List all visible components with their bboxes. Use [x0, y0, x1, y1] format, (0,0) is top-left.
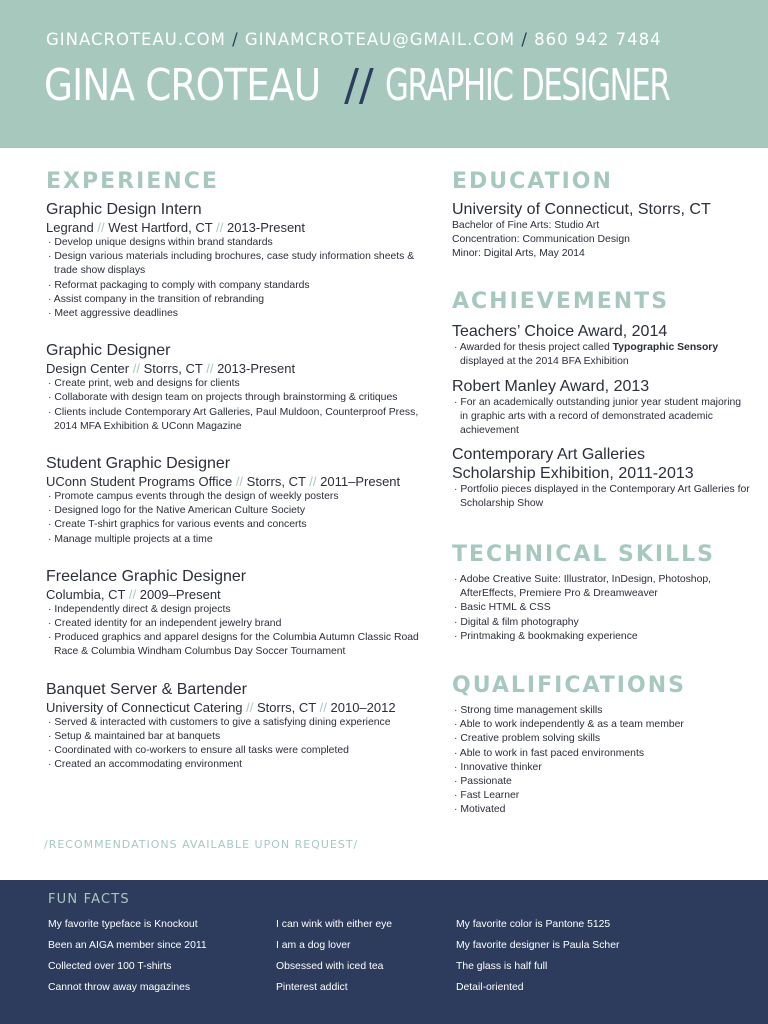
details-separator: //: [206, 361, 214, 377]
award-title: [452, 445, 752, 483]
job-dates: 2009–Present: [139, 586, 221, 602]
details-separator: //: [246, 699, 254, 715]
job-details: [46, 360, 426, 377]
fun-fact: My favorite designer is Paula Scher: [456, 940, 620, 951]
job-org: UConn Student Programs Office: [46, 474, 233, 490]
role-heading: GRAPHIC DESIGNER: [384, 60, 670, 111]
job-title: Graphic Design Intern: [46, 201, 202, 218]
job-dates: 2013-Present: [226, 220, 306, 235]
job-title: Banquet Server & Bartender: [46, 680, 248, 698]
job-dates: 2010–2012: [330, 699, 396, 715]
title-divider: //: [344, 60, 374, 111]
list-item: · Created an accommodating environment: [46, 758, 426, 772]
list-item: · Clients include Contemporary Art Galleries, Paul Muldoon, Counterproof Press, 2014 MFA Exhibition & UConn Magazine: [46, 406, 426, 434]
list-item: · Meet aggressive deadlines: [46, 307, 426, 321]
fun-fact: Pinterest addict: [276, 982, 348, 993]
list-item: · Able to work in fast paced environments: [452, 747, 752, 761]
details-separator: //: [132, 361, 140, 377]
award-details: [452, 396, 752, 439]
recommendations-note: /RECOMMENDATIONS AVAILABLE UPON REQUEST/: [44, 838, 359, 851]
job-title: Graphic Designer: [46, 342, 171, 360]
fun-facts-column: [48, 918, 207, 1002]
job-title: Freelance Graphic Designer: [46, 567, 247, 585]
list-item: · Create T-shirt graphics for various events and concerts: [46, 518, 426, 532]
fun-fact: My favorite typeface is Knockout: [48, 919, 198, 930]
header-banner: [0, 0, 768, 148]
list-item: · Printmaking & bookmaking experience: [452, 630, 752, 644]
award-title: Teachers’ Choice Award, 2014: [452, 322, 668, 340]
list-item: · For an academically outstanding junior year student majoring in graphic arts with a record of demonstrated academic achievement: [452, 396, 752, 439]
right-column: [452, 168, 752, 818]
job-location: Storrs, CT: [246, 474, 306, 490]
school-name: University of Connecticut, Storrs, CT: [452, 201, 711, 218]
list-item: · Setup & maintained bar at banquets: [46, 730, 426, 744]
award-title-line: Contemporary Art Galleries: [452, 445, 645, 463]
project-name: Typographic Sensory: [612, 341, 719, 353]
job-entry: [46, 567, 426, 660]
list-item: · Strong time management skills: [452, 704, 752, 718]
concentration-line: Concentration: Communication Design: [452, 234, 630, 246]
contact-separator: /: [232, 30, 239, 49]
job-details: [46, 699, 426, 716]
left-column: [46, 168, 426, 772]
list-item: · Basic HTML & CSS: [452, 601, 752, 615]
fun-fact: Been an AIGA member since 2011: [48, 940, 207, 951]
details-separator: //: [319, 699, 327, 715]
award-title: Robert Manley Award, 2013: [452, 378, 650, 396]
job-entry: [46, 454, 426, 547]
minor-line: Minor: Digital Arts, May 2014: [452, 248, 585, 260]
job-org: Legrand: [46, 220, 94, 235]
list-item: · Adobe Creative Suite: Illustrator, InDesign, Photoshop, AfterEffects, Premiere Pro & Dreamweaver: [452, 573, 752, 601]
job-location: Storrs, CT: [257, 699, 317, 715]
job-location: West Hartford, CT: [108, 220, 213, 235]
phone-number: 860 942 7484: [534, 30, 662, 49]
experience-heading: EXPERIENCE: [46, 169, 219, 194]
page-title: [44, 60, 768, 111]
list-item: · Design various materials including brochures, case study information sheets & trade show displays: [46, 250, 426, 278]
fun-fact: Cannot throw away magazines: [48, 982, 191, 993]
award-text: displayed at the 2014 BFA Exhibition: [460, 355, 629, 367]
list-item: · Passionate: [452, 775, 752, 789]
details-separator: //: [216, 220, 224, 235]
job-bullets: [46, 377, 426, 434]
fun-facts-column: [456, 918, 619, 1002]
fun-fact: I am a dog lover: [276, 940, 351, 951]
details-separator: //: [97, 220, 105, 235]
list-item: · Created identity for an independent jewelry brand: [46, 617, 426, 631]
award-title-line: Scholarship Exhibition, 2011-2013: [452, 464, 694, 482]
fun-facts-column: [276, 918, 392, 1002]
job-location: Storrs, CT: [143, 361, 203, 377]
fun-facts-heading: FUN FACTS: [48, 892, 130, 907]
fun-fact: Collected over 100 T-shirts: [48, 961, 172, 972]
list-item: · Portfolio pieces displayed in the Contemporary Art Galleries for Scholarship Show: [452, 483, 752, 511]
job-dates: 2011–Present: [320, 474, 401, 490]
list-item: · Motivated: [452, 803, 752, 817]
list-item: · Coordinated with co-workers to ensure all tasks were completed: [46, 744, 426, 758]
degree-line: Bachelor of Fine Arts: Studio Art: [452, 220, 600, 231]
list-item: · Served & interacted with customers to give a satisfying dining experience: [46, 716, 426, 730]
job-details: [46, 473, 426, 490]
list-item: · Produced graphics and apparel designs for the Columbia Autumn Classic Road Race & Columbia Windham Columbus Day Soccer Tournament: [46, 631, 426, 659]
list-item: · Digital & film photography: [452, 616, 752, 630]
award-details: [452, 341, 752, 369]
email-link[interactable]: GINAMCROTEAU@GMAIL.COM: [244, 30, 516, 49]
fun-fact: Detail-oriented: [456, 982, 524, 993]
fun-fact: I can wink with either eye: [276, 919, 393, 930]
list-item: · Develop unique designs within brand standards: [46, 236, 426, 250]
details-separator: //: [128, 586, 137, 602]
contact-separator: /: [521, 30, 528, 49]
achievements-heading: ACHIEVEMENTS: [452, 288, 670, 314]
list-item: · Reformat packaging to comply with company standards: [46, 279, 426, 293]
job-org: University of Connecticut Catering: [46, 699, 243, 715]
list-item: · Fast Learner: [452, 789, 752, 803]
list-item: · Innovative thinker: [452, 761, 752, 775]
skills-heading: TECHNICAL SKILLS: [452, 542, 715, 568]
qualifications-list: [452, 704, 752, 818]
list-item: · Able to work independently & as a team member: [452, 718, 752, 732]
award-text: Awarded for thesis project called: [459, 341, 613, 353]
job-dates: 2013-Present: [217, 361, 296, 377]
job-entry: [46, 341, 426, 434]
job-details: [46, 219, 426, 236]
job-entry: [46, 680, 426, 773]
job-entry: [46, 200, 426, 321]
education-heading: EDUCATION: [452, 169, 613, 194]
website-link[interactable]: GINACROTEAU.COM: [46, 30, 226, 49]
list-item: [452, 341, 752, 369]
list-item: · Assist company in the transition of rebranding: [46, 293, 426, 307]
job-details: [46, 586, 426, 603]
fun-fact: Obsessed with iced tea: [276, 961, 384, 972]
details-separator: //: [235, 474, 244, 490]
fun-fact: The glass is half full: [456, 961, 548, 972]
fun-fact: My favorite color is Pantone 5125: [456, 919, 611, 930]
job-org: Columbia, CT: [46, 586, 126, 602]
job-bullets: [46, 236, 426, 321]
name-heading: GINA CROTEAU: [44, 60, 321, 111]
job-org: Design Center: [46, 361, 130, 377]
list-item: · Create print, web and designs for clients: [46, 377, 426, 391]
skills-list: [452, 573, 752, 644]
award-details: [452, 483, 752, 511]
job-title: Student Graphic Designer: [46, 455, 231, 473]
list-item: · Creative problem solving skills: [452, 732, 752, 746]
details-separator: //: [309, 474, 317, 490]
job-bullets: [46, 603, 426, 660]
qualifications-heading: QUALIFICATIONS: [452, 673, 686, 699]
job-bullets: [46, 490, 426, 547]
fun-facts-panel: [0, 880, 768, 1024]
list-item: · Collaborate with design team on projects through brainstorming & critiques: [46, 391, 426, 405]
list-item: · Independently direct & design projects: [46, 603, 426, 617]
job-bullets: [46, 716, 426, 773]
contact-line: [46, 30, 662, 49]
list-item: · Promote campus events through the design of weekly posters: [46, 490, 426, 504]
list-item: · Designed logo for the Native American Culture Society: [46, 504, 426, 518]
list-item: · Manage multiple projects at a time: [46, 533, 426, 547]
